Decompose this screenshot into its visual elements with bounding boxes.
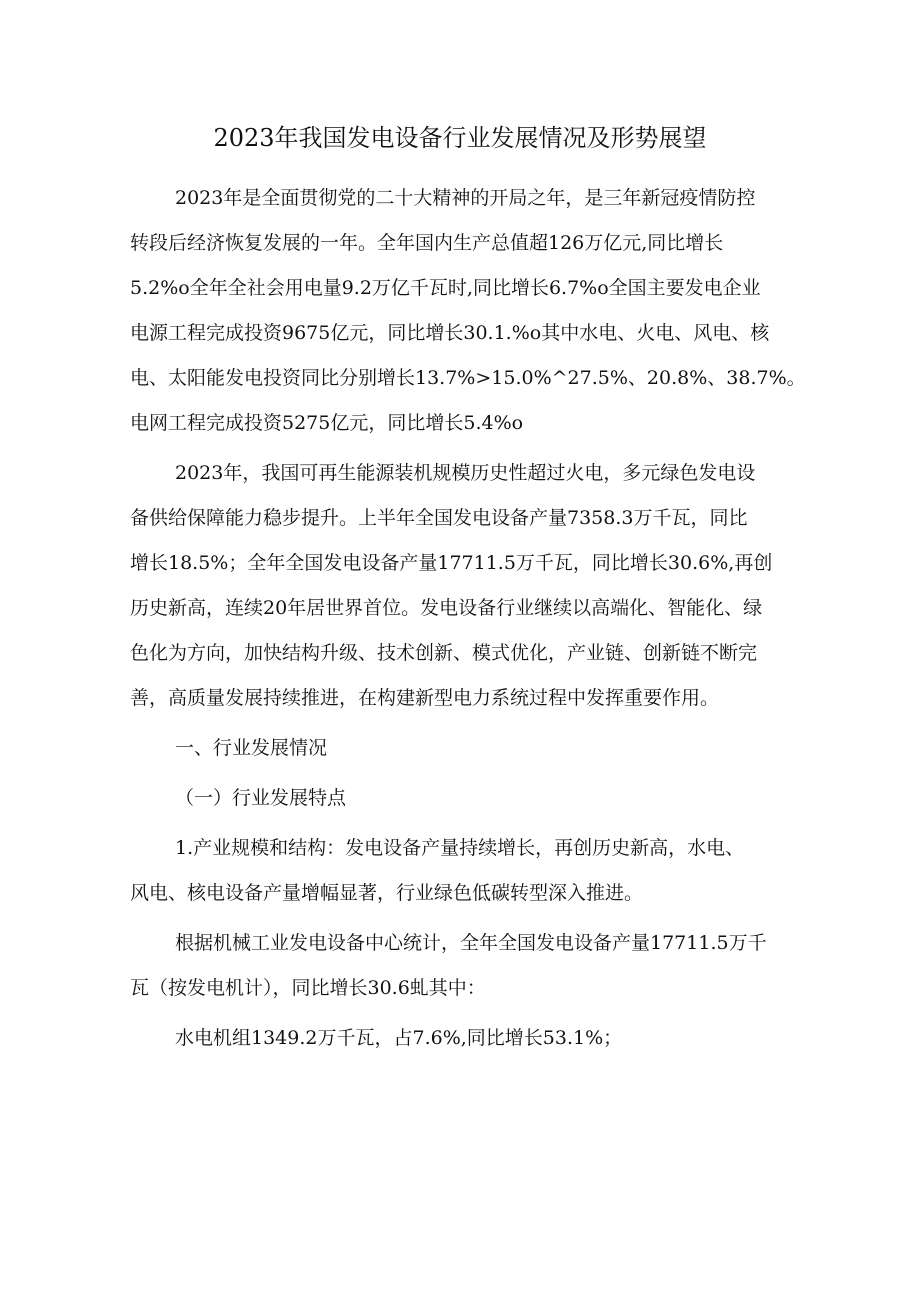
paragraph-line: 5.2%o全年全社会用电量9.2万亿千瓦时,同比增长6.7%o全国主要发电企业 (130, 277, 761, 299)
paragraph-line: 根据机械工业发电设备中心统计，全年全国发电设备产量17711.5万千 (175, 932, 767, 954)
paragraph-line: 转段后经济恢复发展的一年。全年国内生产总值超126万亿元,同比增长 (130, 232, 724, 254)
subsection-heading (130, 776, 795, 821)
document-body (130, 176, 806, 1061)
paragraph-line: 善，高质量发展持续推进，在构建新型电力系统过程中发挥重要作用。 (130, 687, 720, 709)
paragraph-line: 增长18.5%；全年全国发电设备产量17711.5万千瓦，同比增长30.6%,再创 (130, 552, 773, 574)
paragraph-line: 备供给保障能力稳步提升。上半年全国发电设备产量7358.3万千瓦，同比 (130, 507, 748, 529)
paragraph-line: 2023年是全面贯彻党的二十大精神的开局之年，是三年新冠疫情防控 (175, 187, 756, 209)
paragraph-intro (130, 176, 806, 446)
section-heading-text: 一、行业发展情况 (175, 737, 328, 759)
paragraph-line: 水电机组1349.2万千瓦，占7.6%,同比增长53.1%； (175, 1027, 623, 1049)
paragraph-line: 电源工程完成投资9675亿元，同比增长30.1.%o其中水电、火电、风电、核 (130, 322, 770, 344)
paragraph-line: 2023年，我国可再生能源装机规模历史性超过火电，多元绿色发电设 (175, 462, 756, 484)
paragraph-hydro (130, 1016, 795, 1061)
paragraph-line: 色化为方向，加快结构升级、技术创新、模式优化，产业链、创新链不断完 (130, 642, 758, 664)
paragraph-line: 1.产业规模和结构：发电设备产量持续增长，再创历史新高，水电、 (175, 837, 745, 859)
document-title: 2023年我国发电设备行业发展情况及形势展望 (213, 124, 707, 152)
paragraph-line: 瓦（按发电机计），同比增长30.6虬其中： (130, 977, 486, 999)
paragraph-line: 风电、核电设备产量增幅显著，行业绿色低碳转型深入推进。 (130, 882, 644, 904)
paragraph-point-1 (130, 826, 795, 916)
paragraph-line: 电网工程完成投资5275亿元，同比增长5.4%o (130, 412, 524, 434)
subsection-heading-text: （一）行业发展特点 (175, 787, 347, 809)
paragraph-renewables (130, 451, 795, 721)
paragraph-line: 电、太阳能发电投资同比分别增长13.7%>15.0%^27.5%、20.8%、38.7%。 (130, 367, 806, 389)
paragraph-line: 历史新高，连续20年居世界首位。发电设备行业继续以高端化、智能化、绿 (130, 597, 763, 619)
paragraph-statistics (130, 921, 795, 1011)
section-heading (130, 726, 795, 771)
